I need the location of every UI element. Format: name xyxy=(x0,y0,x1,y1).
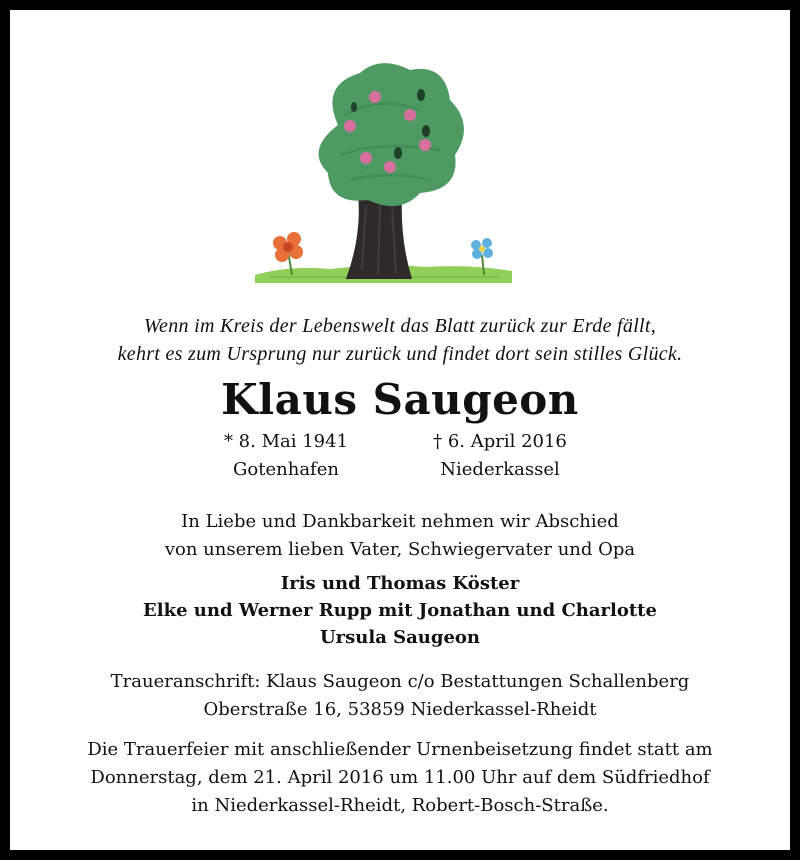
farewell-line: In Liebe und Dankbarkeit nehmen wir Abschied xyxy=(181,511,619,532)
verse-line: Wenn im Kreis der Lebenswelt das Blatt zurück zur Erde fällt, xyxy=(143,315,657,337)
death-info xyxy=(400,428,600,484)
service-line: Donnerstag, dem 21. April 2016 um 11.00 Uhr auf dem Südfriedhof xyxy=(90,767,710,788)
mourner: Iris und Thomas Köster xyxy=(280,573,520,594)
farewell-text xyxy=(0,508,800,564)
birth-date: * 8. Mai 1941 xyxy=(223,431,349,452)
verse xyxy=(0,312,800,368)
condolence-address xyxy=(0,668,800,724)
mourner: Elke und Werner Rupp mit Jonathan und Charlotte xyxy=(143,600,657,621)
mourners-list xyxy=(0,570,800,651)
birth-info xyxy=(186,428,386,484)
tree-foliage xyxy=(319,63,464,206)
farewell-line: von unserem lieben Vater, Schwiegervater und Opa xyxy=(164,539,636,560)
death-date: † 6. April 2016 xyxy=(433,431,567,452)
service-line: Die Trauerfeier mit anschließender Urnenbeisetzung findet statt am xyxy=(87,739,713,760)
address-line: Oberstraße 16, 53859 Niederkassel-Rheidt xyxy=(203,699,597,720)
deceased-name: Klaus Saugeon xyxy=(221,375,579,424)
death-place: Niederkassel xyxy=(440,459,560,480)
birth-place: Gotenhafen xyxy=(233,459,339,480)
funeral-service-info xyxy=(0,736,800,820)
tree-drawing-icon xyxy=(250,55,520,290)
mourner: Ursula Saugeon xyxy=(319,627,481,648)
verse-line: kehrt es zum Ursprung nur zurück und findet dort sein stilles Glück. xyxy=(117,343,683,365)
service-line: in Niederkassel-Rheidt, Robert-Bosch-Straße. xyxy=(191,795,609,816)
address-line: Traueranschrift: Klaus Saugeon c/o Bestattungen Schallenberg xyxy=(110,671,690,692)
life-dates xyxy=(0,428,800,488)
